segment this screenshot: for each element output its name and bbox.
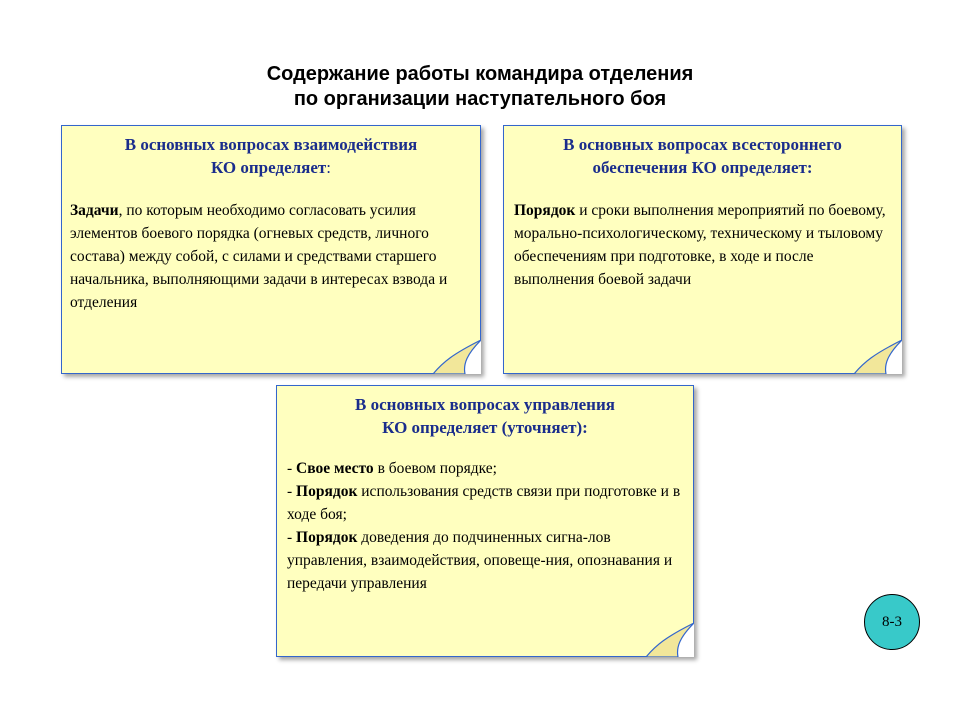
control-note [276,385,694,657]
control-heading-line-1: В основных вопросах управления [355,395,615,414]
list-item-text: использования средств связи при подготовке и в ходе боя; [287,483,681,523]
interaction-text: , по которым необходимо согласовать усилия элементов боевого порядка (огневых средств, личного состава) между собой, с силами и средствами старшего начальника, выполняющими задачи в интересах взвода и отделения [70,202,448,311]
support-heading-line-1: В основных вопросах всестороннего [563,135,842,154]
list-item-bold: Свое место [296,460,374,477]
interaction-body [62,199,480,314]
support-heading [504,126,901,179]
interaction-heading [62,126,480,179]
interaction-heading-line-1: В основных вопросах взаимодействия [124,135,418,154]
slide-number: 8-3 [882,613,902,630]
control-body [277,457,693,595]
slide-title-line-1: Содержание работы командира отделения [266,63,694,85]
slide-title [0,62,960,112]
interaction-heading-colon: : [326,158,331,177]
control-heading-colon: : [582,418,588,437]
interaction-lead-bold: Задачи [70,202,119,219]
page-curl-icon [646,623,694,657]
interaction-note [61,125,481,374]
support-heading-line-2-wrap [504,156,901,179]
control-heading-line-2-wrap [277,416,693,439]
list-item [287,457,685,480]
list-item-prefix: - [287,529,297,546]
support-lead-bold: Порядок [514,202,576,219]
support-heading-colon: : [806,158,813,177]
slide-number-badge [864,594,920,650]
support-text: и сроки выполнения мероприятий по боевому, морально-психологическому, техническому и тыловому обеспечениям при подготовке, в ходе и после выполнения боевой задачи [514,202,886,288]
interaction-heading-line-2-wrap [62,156,480,179]
control-heading-line-2: КО определяет (уточняет) [382,418,583,437]
list-item-text: в боевом порядке; [373,460,497,477]
list-item-prefix: - [287,460,297,477]
list-item-prefix: - [287,483,297,500]
list-item-bold: Порядок [296,483,358,500]
support-body [504,199,901,291]
page-curl-icon [854,340,902,374]
slide-title-line-2: по организации наступательного боя [293,88,667,110]
support-note [503,125,902,374]
list-item [287,480,685,526]
control-heading [277,386,693,439]
list-item-text: доведения до подчиненных сигна-лов управления, взаимодействия, оповеще-ния, опознавания и передачи управления [287,529,673,592]
support-heading-line-2: обеспечения КО определяет [592,158,807,177]
list-item [287,526,685,595]
page-curl-icon [433,340,481,374]
list-item-bold: Порядок [296,529,358,546]
interaction-heading-line-2: КО определяет [211,158,327,177]
